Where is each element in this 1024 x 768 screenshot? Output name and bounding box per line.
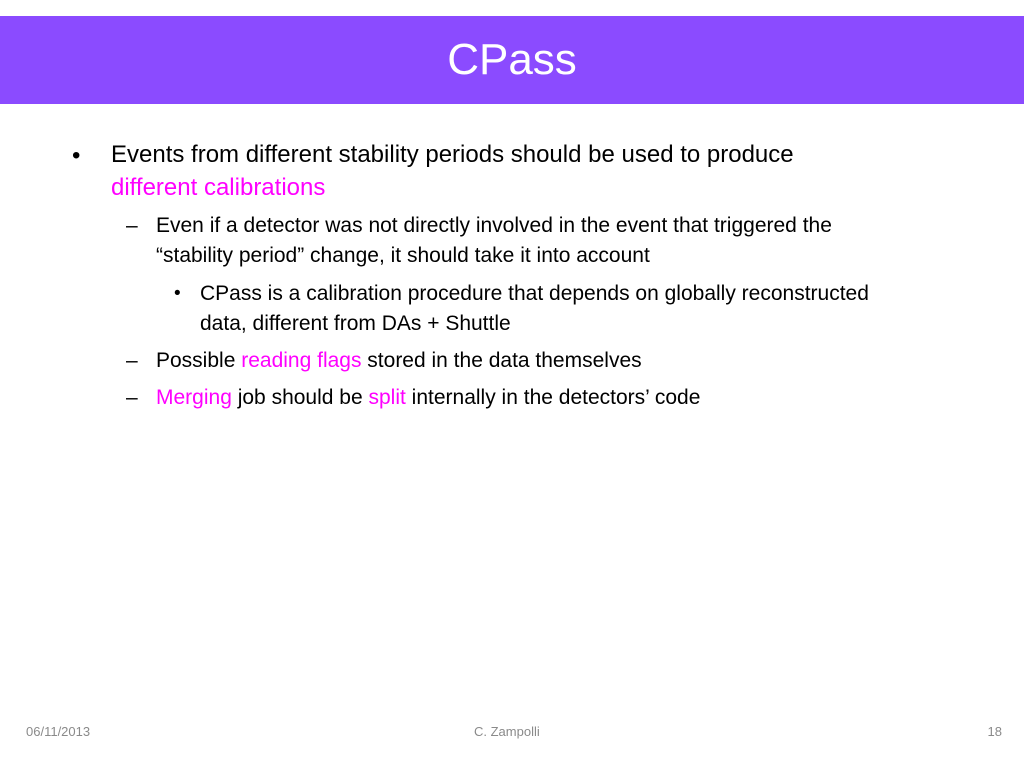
sub-bullet-1-line-1: Even if a detector was not directly involved in the event that triggered the [156,214,832,237]
bullet-marker: • [72,142,81,169]
bullet-1-line-2: different calibrations [111,174,326,201]
footer-page-number: 18 [987,724,1002,739]
bullet-1-line-1: Events from different stability periods should be used to produce [111,141,794,168]
sub-bullet-2-text-2: stored in the data themselves [361,349,642,372]
dash-marker: – [126,386,138,409]
small-bullet-marker: • [174,283,181,304]
sub-bullet-2-text-1: Possible [156,349,242,372]
slide-title: CPass [447,35,577,84]
footer-date: 06/11/2013 [26,724,91,739]
sub-bullet-1-line-2: “stability period” change, it should take it into account [156,244,650,267]
sub-sub-bullet-line-2: data, different from DAs + Shuttle [200,312,511,335]
sub-sub-bullet-line-1: CPass is a calibration procedure that depends on globally reconstructed [200,282,869,305]
sub-bullet-3-text-2: internally in the detectors’ code [405,386,701,409]
sub-bullet-3-text-1: job should be [231,386,369,409]
sub-bullet-2 [156,349,642,373]
merging-highlight: Merging [156,386,232,409]
footer-author: C. Zampolli [474,724,540,739]
reading-flags-highlight: reading flags [241,349,362,372]
sub-bullet-3 [156,386,700,410]
dash-marker: – [126,214,138,237]
dash-marker: – [126,349,138,372]
split-highlight: split [368,386,406,409]
